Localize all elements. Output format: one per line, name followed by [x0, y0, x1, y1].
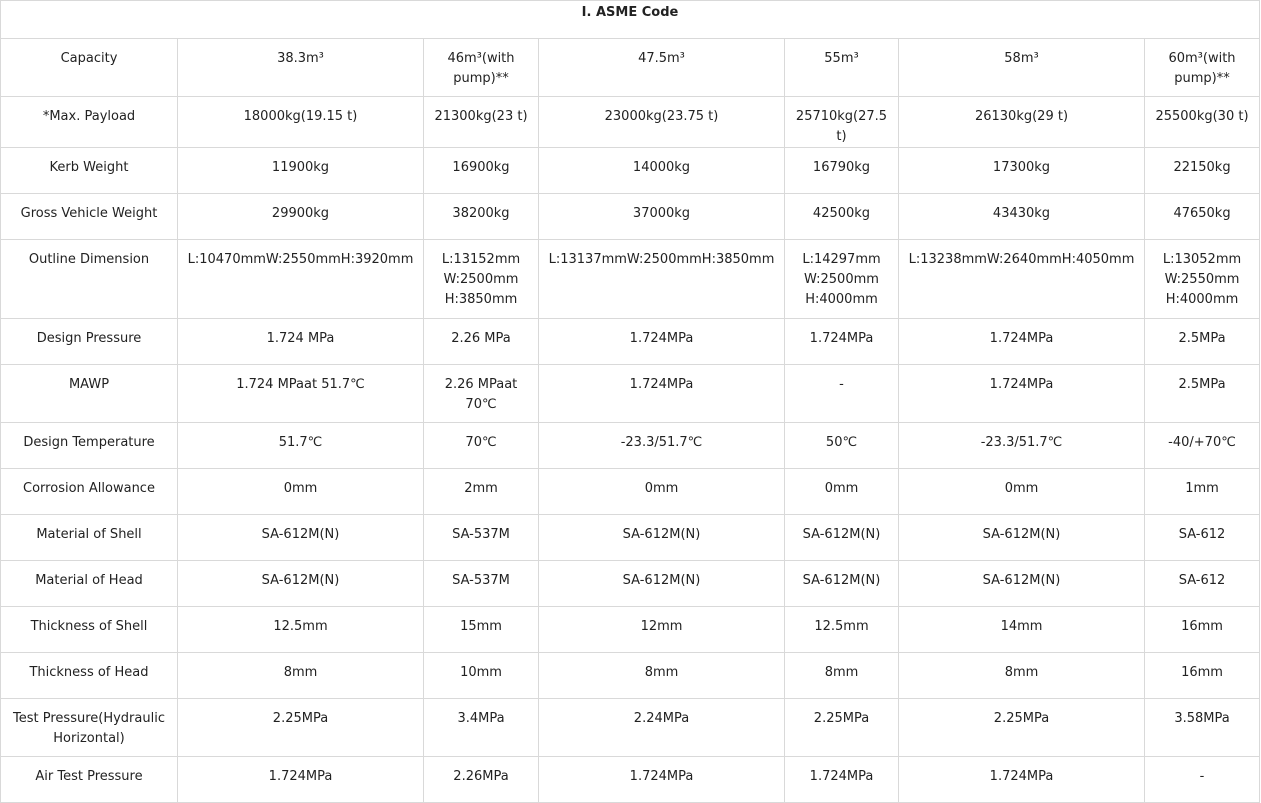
table-cell: 1.724MPa	[539, 757, 785, 803]
table-cell: 0mm	[899, 469, 1145, 515]
row-label: MAWP	[1, 365, 178, 423]
table-cell: SA-537M	[424, 561, 539, 607]
table-cell: 12mm	[539, 607, 785, 653]
table-cell: 38.3m³	[178, 39, 424, 97]
table-row	[1, 515, 1260, 561]
table-cell: 14000kg	[539, 148, 785, 194]
table-cell: 8mm	[899, 653, 1145, 699]
table-cell: 12.5mm	[178, 607, 424, 653]
table-cell: 14mm	[899, 607, 1145, 653]
table-cell: 2.26 MPaat 70℃	[424, 365, 539, 423]
table-cell: SA-612	[1145, 515, 1260, 561]
table-cell: 37000kg	[539, 194, 785, 240]
table-cell: 21300kg(23 t)	[424, 97, 539, 148]
table-cell: 38200kg	[424, 194, 539, 240]
table-cell: 26130kg(29 t)	[899, 97, 1145, 148]
row-label: Material of Head	[1, 561, 178, 607]
table-cell: 55m³	[785, 39, 899, 97]
table-cell: 8mm	[178, 653, 424, 699]
table-cell: L:13052mm W:2550mm H:4000mm	[1145, 240, 1260, 319]
table-row	[1, 607, 1260, 653]
table-row	[1, 97, 1260, 148]
table-cell: 12.5mm	[785, 607, 899, 653]
table-row	[1, 148, 1260, 194]
table-row	[1, 319, 1260, 365]
table-cell: 22150kg	[1145, 148, 1260, 194]
table-cell: 1.724MPa	[785, 757, 899, 803]
table-cell: 23000kg(23.75 t)	[539, 97, 785, 148]
table-row	[1, 653, 1260, 699]
table-cell: -	[785, 365, 899, 423]
table-cell: 47650kg	[1145, 194, 1260, 240]
table-cell: 8mm	[785, 653, 899, 699]
table-cell: 1.724MPa	[539, 319, 785, 365]
table-cell: 1.724MPa	[899, 319, 1145, 365]
table-cell: 0mm	[178, 469, 424, 515]
row-label: Air Test Pressure	[1, 757, 178, 803]
table-cell: 1.724 MPaat 51.7℃	[178, 365, 424, 423]
table-cell: 2.26 MPa	[424, 319, 539, 365]
row-label: *Max. Payload	[1, 97, 178, 148]
table-cell: 60m³(with pump)**	[1145, 39, 1260, 97]
row-label: Design Temperature	[1, 423, 178, 469]
table-cell: SA-612M(N)	[178, 515, 424, 561]
table-cell: 2.26MPa	[424, 757, 539, 803]
table-cell: 11900kg	[178, 148, 424, 194]
table-cell: 1mm	[1145, 469, 1260, 515]
row-label: Corrosion Allowance	[1, 469, 178, 515]
title-row	[1, 1, 1260, 39]
table-row	[1, 469, 1260, 515]
table-cell: 2.5MPa	[1145, 365, 1260, 423]
row-label: Thickness of Head	[1, 653, 178, 699]
table-row	[1, 699, 1260, 757]
table-cell: 1.724MPa	[539, 365, 785, 423]
table-cell: -23.3/51.7℃	[899, 423, 1145, 469]
table-cell: 46m³(with pump)**	[424, 39, 539, 97]
table-cell: -	[1145, 757, 1260, 803]
row-label: Test Pressure(Hydraulic Horizontal)	[1, 699, 178, 757]
table-cell: SA-612M(N)	[539, 515, 785, 561]
table-cell: 2mm	[424, 469, 539, 515]
table-cell: 17300kg	[899, 148, 1145, 194]
row-label: Gross Vehicle Weight	[1, 194, 178, 240]
table-cell: 47.5m³	[539, 39, 785, 97]
table-cell: 16900kg	[424, 148, 539, 194]
table-cell: L:14297mm W:2500mm H:4000mm	[785, 240, 899, 319]
table-cell: 16790kg	[785, 148, 899, 194]
table-cell: SA-612M(N)	[785, 561, 899, 607]
table-body	[1, 39, 1260, 803]
table-row	[1, 365, 1260, 423]
table-cell: 25710kg(27.5 t)	[785, 97, 899, 148]
table-cell: 1.724MPa	[899, 365, 1145, 423]
table-cell: L:13137mmW:2500mmH:3850mm	[539, 240, 785, 319]
table-cell: 16mm	[1145, 607, 1260, 653]
table-cell: SA-612M(N)	[539, 561, 785, 607]
row-label: Thickness of Shell	[1, 607, 178, 653]
row-label: Capacity	[1, 39, 178, 97]
table-cell: 58m³	[899, 39, 1145, 97]
table-cell: 10mm	[424, 653, 539, 699]
table-cell: SA-537M	[424, 515, 539, 561]
table-cell: 0mm	[785, 469, 899, 515]
table-cell: 0mm	[539, 469, 785, 515]
row-label: Design Pressure	[1, 319, 178, 365]
table-cell: 43430kg	[899, 194, 1145, 240]
table-cell: 50℃	[785, 423, 899, 469]
row-label: Material of Shell	[1, 515, 178, 561]
table-cell: L:13152mm W:2500mm H:3850mm	[424, 240, 539, 319]
table-cell: 2.25MPa	[899, 699, 1145, 757]
table-cell: SA-612M(N)	[899, 561, 1145, 607]
row-label: Outline Dimension	[1, 240, 178, 319]
table-cell: 2.25MPa	[785, 699, 899, 757]
table-cell: -23.3/51.7℃	[539, 423, 785, 469]
row-label: Kerb Weight	[1, 148, 178, 194]
table-cell: 1.724MPa	[178, 757, 424, 803]
table-cell: 2.25MPa	[178, 699, 424, 757]
table-row	[1, 561, 1260, 607]
table-cell: 15mm	[424, 607, 539, 653]
table-cell: 51.7℃	[178, 423, 424, 469]
table-cell: 1.724 MPa	[178, 319, 424, 365]
table-row	[1, 39, 1260, 97]
table-cell: 3.4MPa	[424, 699, 539, 757]
table-cell: 3.58MPa	[1145, 699, 1260, 757]
table-cell: 1.724MPa	[785, 319, 899, 365]
table-cell: SA-612M(N)	[178, 561, 424, 607]
table-cell: 18000kg(19.15 t)	[178, 97, 424, 148]
table-cell: 8mm	[539, 653, 785, 699]
table-cell: -40/+70℃	[1145, 423, 1260, 469]
table-cell: 16mm	[1145, 653, 1260, 699]
table-row	[1, 194, 1260, 240]
table-cell: 25500kg(30 t)	[1145, 97, 1260, 148]
table-cell: 70℃	[424, 423, 539, 469]
table-title: I. ASME Code	[1, 1, 1260, 39]
table-row	[1, 423, 1260, 469]
table-cell: SA-612	[1145, 561, 1260, 607]
table-cell: L:13238mmW:2640mmH:4050mm	[899, 240, 1145, 319]
table-cell: SA-612M(N)	[785, 515, 899, 561]
table-cell: 2.24MPa	[539, 699, 785, 757]
table-cell: 2.5MPa	[1145, 319, 1260, 365]
table-cell: 29900kg	[178, 194, 424, 240]
table-cell: 42500kg	[785, 194, 899, 240]
table-cell: SA-612M(N)	[899, 515, 1145, 561]
table-cell: L:10470mmW:2550mmH:3920mm	[178, 240, 424, 319]
table-row	[1, 757, 1260, 803]
table-row	[1, 240, 1260, 319]
table-cell: 1.724MPa	[899, 757, 1145, 803]
